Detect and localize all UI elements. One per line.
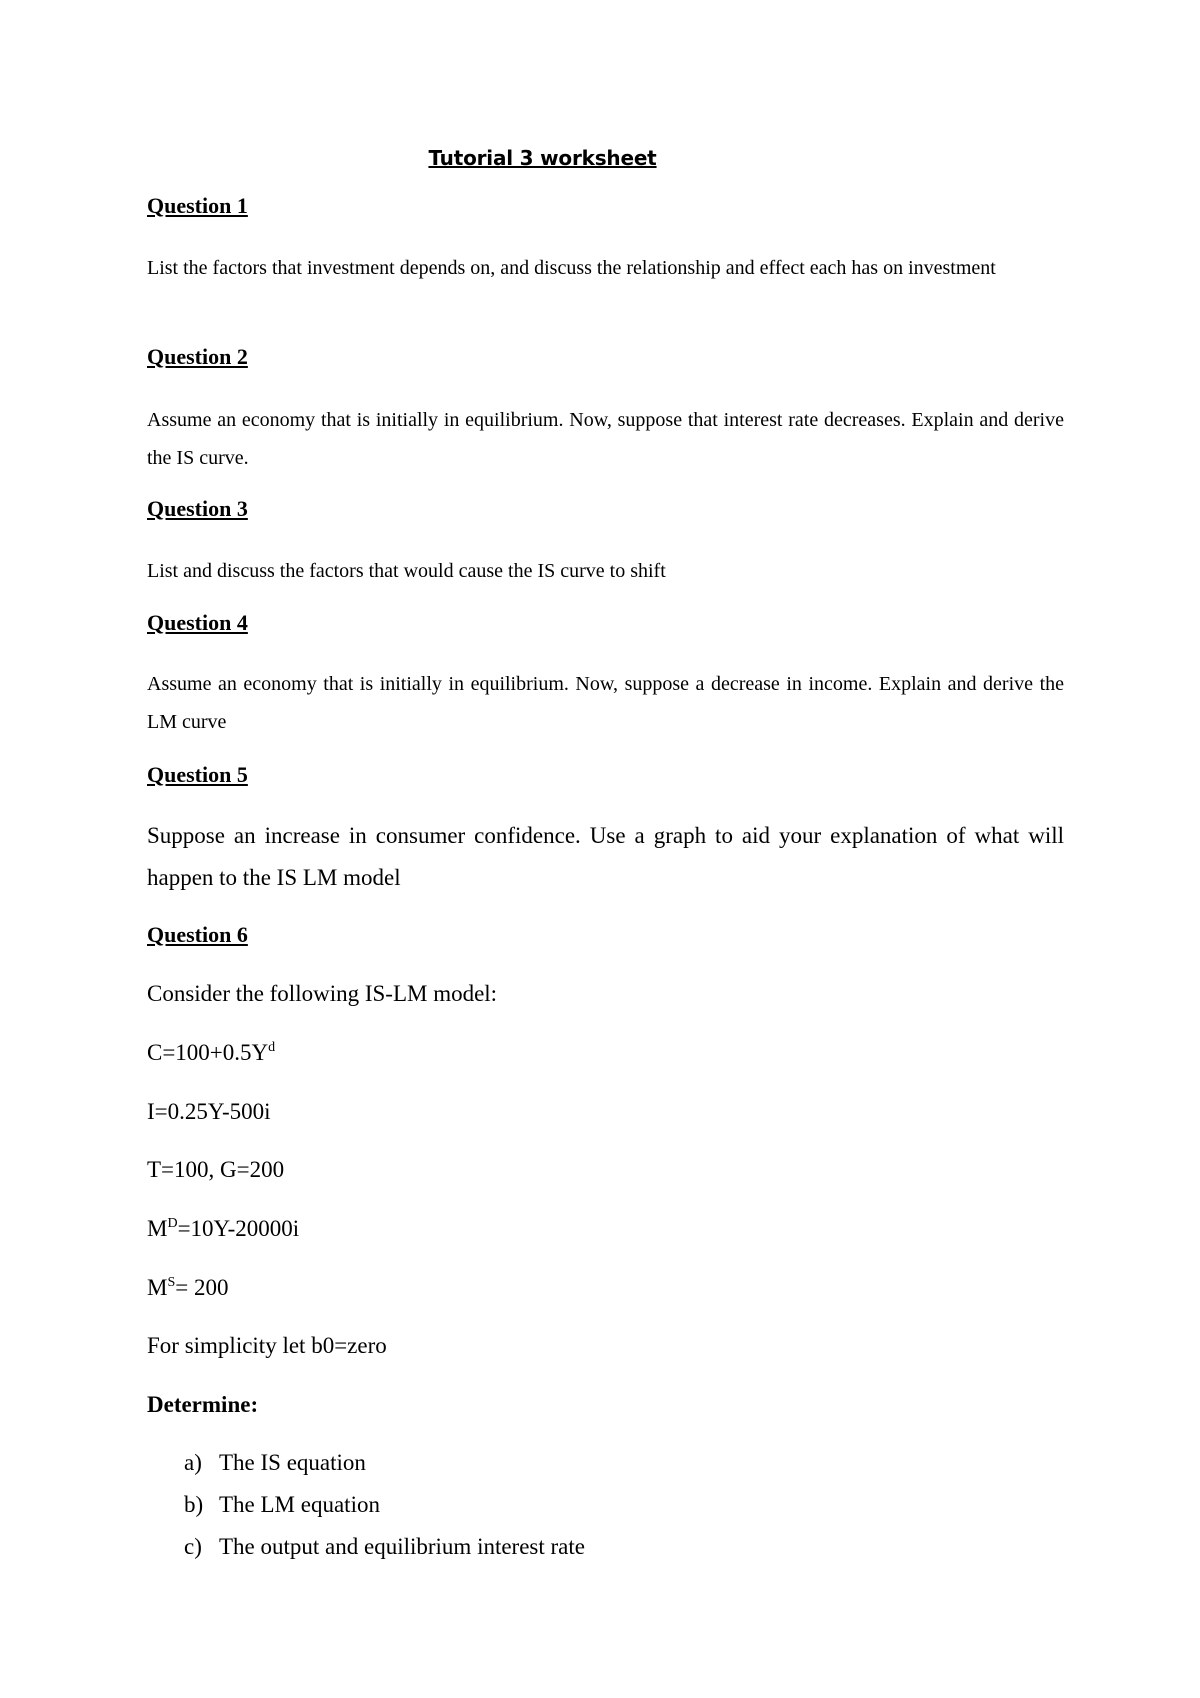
money-demand-sup: D [167, 1216, 178, 1231]
determine-item-a [184, 1450, 366, 1476]
consumption-equation-base: C=100+0.5Y [147, 1040, 269, 1065]
money-demand-base: M [147, 1216, 168, 1241]
list-item-text: The LM equation [219, 1492, 380, 1517]
question-3-heading: Question 3 [147, 496, 248, 521]
list-item-text: The IS equation [219, 1450, 366, 1475]
money-demand-rest: =10Y-20000i [177, 1216, 300, 1241]
list-item-text: The output and equilibrium interest rate [219, 1534, 585, 1559]
question-5-text: Suppose an increase in consumer confidence. Use a graph to aid your explanation of what will happen to the IS LM model [147, 823, 1064, 890]
consumption-equation [147, 1040, 275, 1066]
money-demand-equation [147, 1216, 299, 1242]
question-2-text: Assume an economy that is initially in equilibrium. Now, suppose that interest rate decreases. Explain and derive the IS curve. [147, 409, 1064, 469]
money-supply-base: M [147, 1275, 168, 1300]
determine-item-c [184, 1534, 585, 1560]
money-supply-rest: = 200 [175, 1275, 229, 1300]
money-supply-equation [147, 1275, 228, 1301]
question-1-text: List the factors that investment depends on, and discuss the relationship and effect each has on investment [147, 257, 996, 279]
question-4-heading: Question 4 [147, 610, 248, 635]
page-title: Tutorial 3 worksheet [428, 146, 657, 170]
question-2-heading: Question 2 [147, 344, 248, 369]
list-marker: c) [184, 1534, 202, 1559]
determine-item-b [184, 1492, 380, 1518]
tax-government-values: T=100, G=200 [147, 1157, 285, 1182]
question-1-heading: Question 1 [147, 193, 248, 218]
question-6-intro: Consider the following IS-LM model: [147, 981, 498, 1006]
determine-label: Determine: [147, 1392, 259, 1417]
question-5-heading: Question 5 [147, 762, 248, 787]
question-6-heading: Question 6 [147, 922, 248, 947]
question-3-text: List and discuss the factors that would cause the IS curve to shift [147, 560, 666, 582]
question-4-text: Assume an economy that is initially in equilibrium. Now, suppose a decrease in income. Explain and derive the LM curve [147, 673, 1064, 733]
list-marker: a) [184, 1450, 202, 1475]
money-supply-sup: S [167, 1275, 176, 1290]
investment-equation: I=0.25Y-500i [147, 1099, 271, 1124]
simplicity-note: For simplicity let b0=zero [147, 1333, 387, 1358]
consumption-equation-sup: d [268, 1040, 276, 1055]
list-marker: b) [184, 1492, 204, 1517]
